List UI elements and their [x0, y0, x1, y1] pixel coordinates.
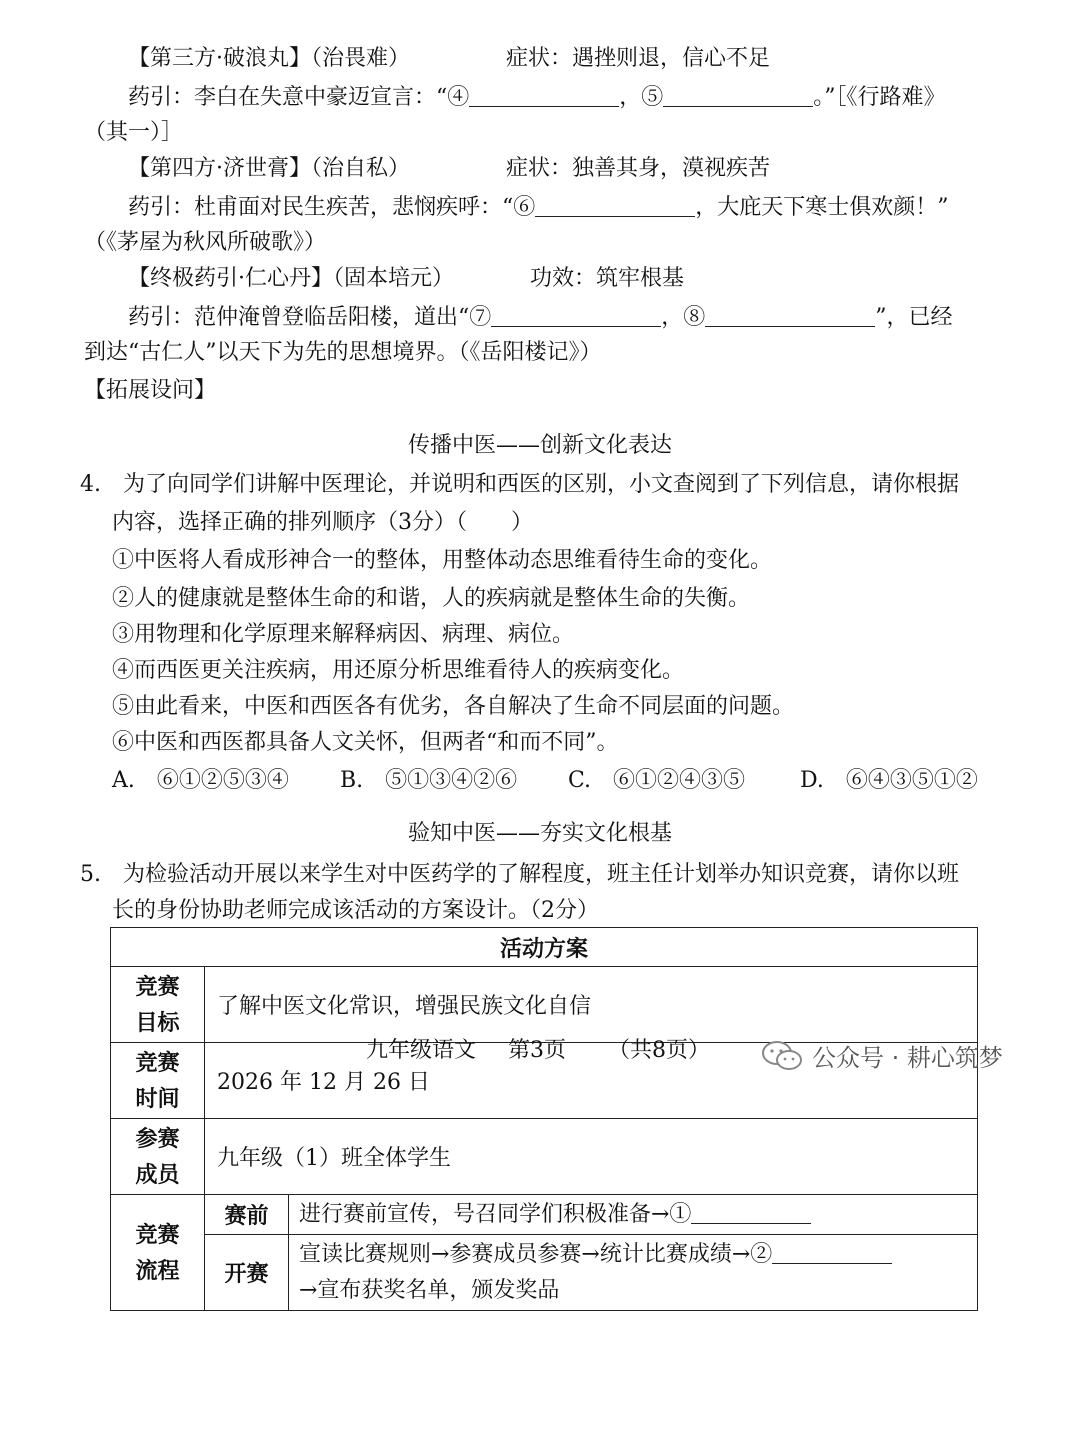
fourth-prescription-heading: 【第四方·济世膏】（治自私）: [128, 156, 410, 181]
plan-row-label-members: [111, 1119, 205, 1195]
footer-total: （共8页）: [608, 1038, 710, 1063]
q5-stem-line1: 5. 为检验活动开展以来学生对中医药学的了解程度，班主任计划举办知识竞赛，请你以班: [80, 862, 959, 887]
blank-4[interactable]: [469, 86, 619, 107]
quote-end: 。”［《行路难》: [813, 85, 946, 110]
blank-8[interactable]: [705, 306, 875, 327]
third-prescription-quote: [128, 86, 946, 109]
plan-title: 活动方案: [111, 928, 978, 967]
extension-heading: 【拓展设问】: [84, 378, 217, 403]
wechat-icon: [760, 1040, 804, 1072]
third-prescription-source: （其一）］: [84, 120, 184, 145]
quote-end: ，大庇天下寒士俱欢颜！”: [695, 195, 949, 220]
q5-stem-line2: 长的身份协助老师完成该活动的方案设计。（2分）: [112, 898, 599, 923]
q4-statement-6: ⑥中医和西医都具备人文关怀，但两者“和而不同”。: [112, 730, 619, 755]
label-line: 参赛: [135, 1125, 180, 1152]
quote-mid: ，⑧: [661, 305, 706, 330]
stage-before-content: [289, 1195, 978, 1235]
q4-option-d[interactable]: D. ⑥④③⑤①②: [800, 768, 978, 793]
ultimate-prescription-heading: 【终极药引·仁心丹】（固本培元）: [128, 266, 454, 291]
ultimate-prescription-source: 到达“古仁人”以天下为先的思想境界。（《岳阳楼记》）: [84, 340, 602, 365]
blank-7[interactable]: [491, 306, 661, 327]
watermark-text: 公众号 · 耕心筑梦: [812, 1044, 1003, 1072]
heading-text: 【第三方·破浪丸】（治畏难）: [128, 46, 410, 71]
footer-page: 第3页: [508, 1038, 566, 1063]
quote-end: ”，已经: [875, 305, 953, 330]
plan-time-value: 2026 年 12 月 26 日: [205, 1043, 978, 1119]
plan-row-label-process: [111, 1195, 205, 1311]
plan-members-value: 九年级（1）班全体学生: [205, 1119, 978, 1195]
label-line: 目标: [135, 1009, 180, 1036]
quote-intro: 药引：范仲淹曾登临岳阳楼，道出“⑦: [128, 305, 492, 330]
q4-statement-5: ⑤由此看来，中医和西医各有优劣，各自解决了生命不同层面的问题。: [112, 694, 795, 719]
blank-6[interactable]: [535, 196, 695, 217]
q4-statement-2: ②人的健康就是整体生命的和谐，人的疾病就是整体生命的失衡。: [112, 586, 751, 611]
blank-plan-1[interactable]: [691, 1203, 811, 1224]
q4-statement-3: ③用物理和化学原理来解释病因、病理、病位。: [112, 622, 575, 647]
during-text-2: →宣布获奖名单，颁发奖品: [299, 1277, 560, 1303]
plan-goal-value: 了解中医文化常识，增强民族文化自信: [205, 967, 978, 1043]
fourth-prescription-source: （《茅屋为秋风所破歌》）: [84, 230, 327, 255]
watermark: [760, 1038, 1003, 1073]
quote-intro: 药引：杜甫面对民生疾苦，悲悯疾呼：“⑥: [128, 195, 536, 220]
label-line: 竞赛: [135, 973, 180, 1000]
third-prescription-symptom: 症状：遇挫则退，信心不足: [506, 46, 771, 71]
stage-during-label: 开赛: [205, 1235, 289, 1311]
section-title-verify: 验知中医——夯实文化根基: [407, 821, 672, 846]
q4-option-c[interactable]: C. ⑥①②④③⑤: [568, 768, 746, 793]
footer-subject: 九年级语文: [366, 1038, 477, 1063]
blank-5[interactable]: [663, 86, 813, 107]
during-text-1: 宣读比赛规则→参赛成员参赛→统计比赛成绩→②: [299, 1241, 773, 1267]
label-line: 流程: [135, 1257, 180, 1284]
quote-mid: ，⑤: [619, 85, 664, 110]
fourth-prescription-symptom: 症状：独善其身，漠视疾苦: [506, 156, 771, 181]
blank-plan-2[interactable]: [772, 1243, 892, 1264]
q4-statement-4: ④而西医更关注疾病，用还原分析思维看待人的疾病变化。: [112, 658, 685, 683]
stage-before-label: 赛前: [205, 1195, 289, 1235]
third-prescription-heading: [128, 48, 410, 70]
label-line: 竞赛: [135, 1049, 180, 1076]
label-line: 成员: [135, 1161, 180, 1188]
q4-option-b[interactable]: B. ⑤①③④②⑥: [340, 768, 518, 793]
plan-row-label-goal: [111, 967, 205, 1043]
activity-plan-table: [110, 927, 978, 1311]
plan-row-label-time: [111, 1043, 205, 1119]
q4-stem-line2: 内容，选择正确的排列顺序（3分）（ ）: [112, 510, 533, 535]
q4-option-a[interactable]: A. ⑥①②⑤③④: [112, 768, 289, 793]
label-line: 时间: [135, 1085, 180, 1112]
before-text: 进行赛前宣传，号召同学们积极准备→①: [299, 1201, 692, 1227]
q4-statement-1: ①中医将人看成形神合一的整体，用整体动态思维看待生命的变化。: [112, 548, 773, 573]
ultimate-prescription-effect: 功效：筑牢根基: [530, 266, 685, 291]
ultimate-prescription-quote: [128, 306, 953, 329]
q4-stem-line1: 4. 为了向同学们讲解中医理论，并说明和西医的区别，小文查阅到了下列信息，请你根据: [80, 472, 959, 497]
label-line: 竞赛: [135, 1221, 180, 1248]
quote-intro: 药引：李白在失意中豪迈宣言：“④: [128, 85, 470, 110]
fourth-prescription-quote: [128, 196, 949, 219]
stage-during-content: [289, 1235, 978, 1311]
section-title-spread: 传播中医——创新文化表达: [407, 433, 672, 458]
